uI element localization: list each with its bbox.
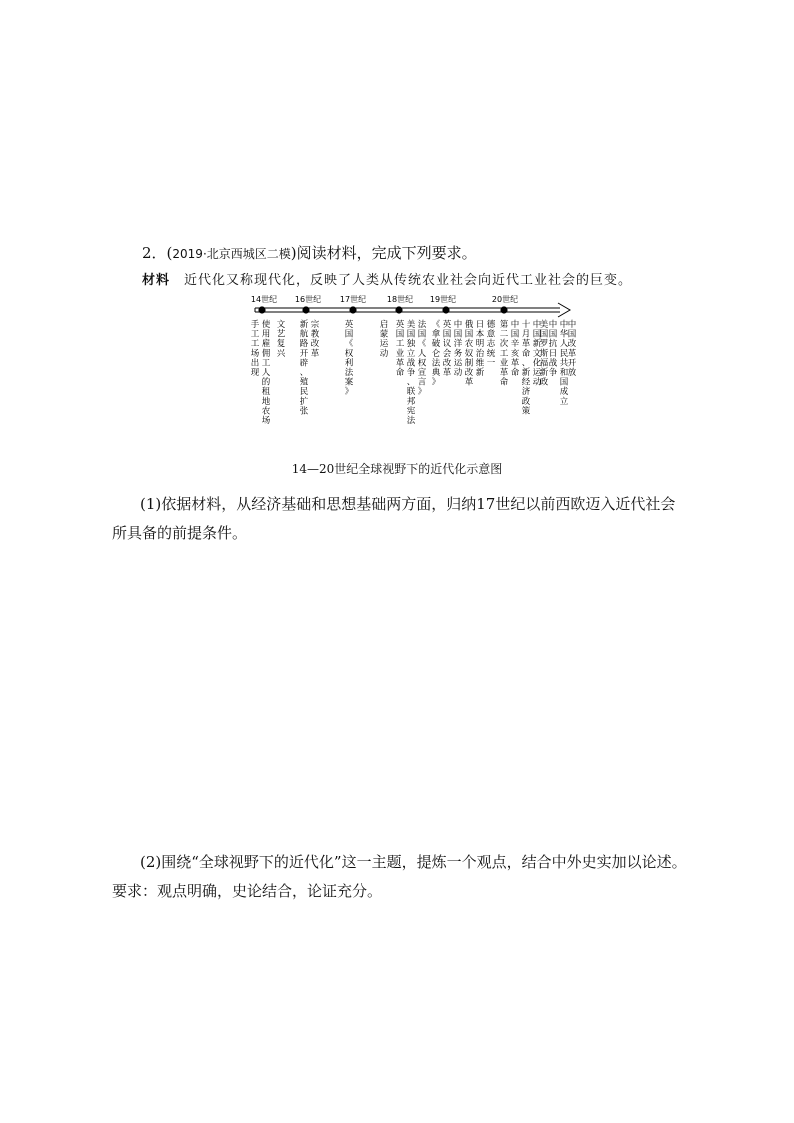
century-label: 16世纪 [294, 295, 322, 304]
timeline-event: 美国罗斯福新政 [539, 320, 549, 388]
timeline-event: 中国改革开放 [567, 320, 577, 378]
timeline-event: 启蒙运动 [379, 320, 389, 359]
material-text: 近代化又称现代化，反映了人类从传统农业社会向近代工业社会的巨变。 [184, 273, 633, 288]
century-dot [500, 306, 507, 313]
timeline-event: 中国辛亥革命 [510, 320, 520, 378]
sub-question-2: (2)围绕“全球视野下的近代化”这一主题，提炼一个观点，结合中外史实加以论述。要求：观点明确，史论结合，论证充分。 [112, 853, 687, 900]
century-dot [258, 306, 265, 313]
century-label: 14世纪 [250, 295, 278, 304]
timeline-event: 俄国农奴制改革 [464, 320, 474, 388]
century-label: 19世纪 [429, 295, 457, 304]
century-dot [442, 306, 449, 313]
timeline-event: 中国抗日战争 [548, 320, 558, 378]
timeline-event: 十月革命、新经济政策 [521, 320, 531, 417]
timeline-event: 美国独立战争、联邦宪法 [406, 320, 416, 426]
timeline-arrow-icon [558, 303, 570, 317]
sub-question-1: (1)依据材料，从经济基础和思想基础两方面，归纳17世纪以前西欧迈入近代社会所具备的前提条件。 [112, 495, 676, 542]
timeline-event: 中国新文化运动 [532, 320, 542, 388]
timeline-event: 英国《权利法案》 [344, 320, 354, 398]
timeline-event: 法国《人权宣言》 [417, 320, 427, 398]
century-dot [349, 306, 356, 313]
timeline-event: 英国议会改革 [442, 320, 452, 378]
century-dot [395, 306, 402, 313]
event-layer [251, 319, 577, 426]
timeline-event: 第二次工业革命 [499, 320, 509, 388]
timeline-event: 德意志统一 [486, 320, 496, 369]
timeline-event: 英国工业革命 [395, 320, 405, 378]
timeline-event: 使用雇佣工人的租地农场 [261, 320, 271, 426]
material-label: 材料 [142, 273, 171, 288]
timeline-event: 日本明治维新 [475, 320, 485, 378]
timeline-event: 宗教改革 [310, 320, 320, 359]
timeline-event: 新航路开辟、殖民扩张 [299, 320, 309, 417]
question-title: 2．(2019·北京西城区二模)阅读材料，完成下列要求。 [142, 244, 477, 262]
material [142, 269, 632, 288]
century-layer [251, 294, 518, 314]
timeline-event: 中国洋务运动 [453, 320, 463, 378]
timeline-event: 中华人民共和国成立 [559, 320, 569, 407]
century-label: 20世纪 [491, 295, 519, 304]
timeline-event: 手工工场出现 [250, 320, 260, 378]
timeline-event: 《拿破仑法典》 [431, 320, 441, 388]
century-dot [302, 306, 309, 313]
timeline-diagram [240, 292, 580, 426]
question-number: 2． [142, 244, 167, 262]
question-source: 2019·北京西城区二模 [172, 247, 291, 261]
century-label: 17世纪 [339, 295, 367, 304]
timeline-event: 文艺复兴 [276, 320, 286, 359]
century-label: 18世纪 [386, 295, 414, 304]
timeline-caption: 14—20世纪全球视野下的近代化示意图 [291, 462, 503, 476]
question-instruction: 阅读材料，完成下列要求。 [296, 244, 477, 262]
